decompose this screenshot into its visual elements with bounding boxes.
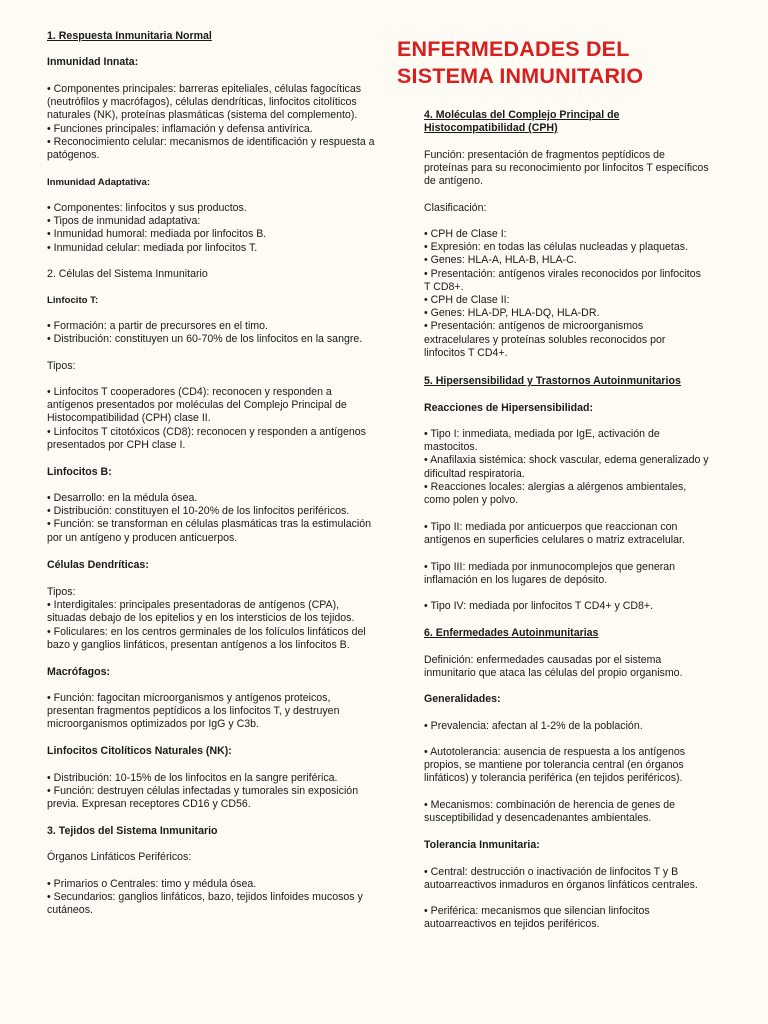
autotolerancia-text — [424, 746, 729, 786]
text-line: previa. Expresan receptores CD16 y CD56. — [47, 798, 251, 811]
text-line: • Inmunidad celular: mediada por linfocitos T. — [47, 241, 258, 254]
text-line: • Función: destruyen células infectadas y tumorales sin exposición — [47, 785, 359, 798]
linfocito-t-heading: Linfocito T: — [47, 295, 99, 306]
text-line: • Reacciones locales: alergias a alérgenos ambientales, — [424, 480, 687, 493]
mecanismos-text — [424, 799, 729, 825]
tipo-3-text — [424, 561, 729, 587]
text-line: linfocitos T CD4+. — [424, 346, 508, 359]
text-line: de antígeno. — [424, 175, 483, 188]
text-line: Definición: enfermedades causadas por el sistema — [424, 654, 662, 666]
text-line: susceptibilidad y desencadenantes ambientales. — [424, 812, 652, 825]
title-line-1: ENFERMEDADES DEL — [397, 37, 630, 61]
section-1-heading: 1. Respuesta Inmunitaria Normal — [47, 30, 212, 42]
text-line: • Primarios o Centrales: timo y médula ósea. — [47, 878, 257, 890]
prevalencia-text: • Prevalencia: afectan al 1-2% de la población. — [424, 720, 643, 732]
linfocitos-b-list — [47, 492, 387, 545]
text-line: • Tipo III: mediada por inmunocomplejos que generan — [424, 561, 676, 573]
text-line: linfáticos) y tolerancia periférica (en tejidos periféricos). — [424, 772, 683, 785]
text-line: • Presentación: antígenos de microorganismos — [424, 320, 644, 333]
text-line: naturales (NK), proteínas plasmáticas (sistema del complemento). — [47, 109, 358, 122]
text-line: • Mecanismos: combinación de herencia de genes de — [424, 799, 676, 811]
linfocito-t-list — [47, 320, 387, 346]
tolerancia-heading: Tolerancia Inmunitaria: — [424, 839, 540, 851]
innata-heading: Inmunidad Innata: — [47, 56, 139, 68]
section-4-heading — [424, 109, 729, 135]
text-line: • Tipo II: mediada por anticuerpos que reaccionan con — [424, 521, 678, 533]
clasificacion-label: Clasificación: — [424, 202, 487, 214]
definicion-text — [424, 654, 729, 680]
adaptativa-list — [47, 202, 387, 255]
text-line: Función: presentación de fragmentos peptídicos de — [424, 149, 665, 161]
text-line: microorganismos optimizados por IgG y C3b. — [47, 718, 259, 731]
text-line: antígenos en superficies celulares o matriz extracelular. — [424, 534, 685, 547]
text-line: propios, se mantiene por tolerancia central (en órganos — [424, 759, 684, 772]
clasificacion-list — [424, 228, 729, 360]
section-6-heading: 6. Enfermedades Autoinmunitarias — [424, 627, 599, 639]
tolerancia-periferica-text — [424, 905, 729, 931]
tipos-label: Tipos: — [47, 360, 76, 372]
linfocitos-b-heading: Linfocitos B: — [47, 466, 112, 478]
text-line: • Inmunidad humoral: mediada por linfocitos B. — [47, 228, 267, 241]
tipo-1-list — [424, 428, 729, 507]
text-line: como polen y polvo. — [424, 494, 519, 507]
nk-list — [47, 772, 387, 812]
text-line: • Reconocimiento celular: mecanismos de identificación y respuesta a — [47, 135, 375, 148]
text-line: • Anafilaxia sistémica: shock vascular, edema generalizado y — [424, 454, 709, 467]
title-line-2: SISTEMA INMUNITARIO — [397, 64, 644, 88]
text-line: patógenos. — [47, 149, 100, 162]
section-4-heading-line-1: 4. Moléculas del Complejo Principal de — [424, 109, 620, 121]
document-title — [397, 36, 643, 90]
text-line: • Central: destrucción o inactivación de linfocitos T y B — [424, 866, 679, 878]
text-line: • Secundarios: ganglios linfáticos, bazo, tejidos linfoides mucosos y — [47, 891, 363, 904]
text-line: proteínas para su reconocimiento por linfocitos T específicos — [424, 162, 709, 175]
text-line: inflamación en los lugares de depósito. — [424, 574, 608, 587]
macrofagos-heading: Macrófagos: — [47, 666, 110, 678]
section-3-heading: 3. Tejidos del Sistema Inmunitario — [47, 825, 218, 837]
generalidades-heading: Generalidades: — [424, 693, 501, 705]
text-line: Tipos: — [47, 586, 76, 598]
organos-linfaticos-list — [47, 878, 387, 918]
text-line: • Distribución: constituyen el 10-20% de los linfocitos periféricos. — [47, 505, 350, 518]
tolerancia-central-text — [424, 866, 729, 892]
text-line: • Formación: a partir de precursores en el timo. — [47, 320, 268, 332]
text-line: • Tipo I: inmediata, mediada por IgE, activación de — [424, 428, 660, 440]
text-line: autoarreactivos en tejidos periféricos. — [424, 918, 600, 931]
text-line: • Componentes: linfocitos y sus productos. — [47, 202, 247, 214]
text-line: • Función: se transforman en células plasmáticas tras la estimulación — [47, 518, 372, 531]
text-line: Histocompatibilidad (CPH) clase II. — [47, 412, 211, 425]
text-line: • Desarrollo: en la médula ósea. — [47, 492, 198, 504]
text-line: • CPH de Clase II: — [424, 294, 510, 307]
text-line: • Tipos de inmunidad adaptativa: — [47, 215, 201, 228]
text-line: • CPH de Clase I: — [424, 228, 507, 240]
text-line: por un antígeno y producen anticuerpos. — [47, 531, 238, 544]
nk-heading: Linfocitos Citolíticos Naturales (NK): — [47, 745, 232, 757]
organos-linfaticos-label: Órganos Linfáticos Periféricos: — [47, 851, 192, 863]
text-line: • Funciones principales: inflamación y defensa antivírica. — [47, 122, 313, 135]
text-line: • Autotolerancia: ausencia de respuesta a los antígenos — [424, 746, 686, 758]
text-line: • Función: fagocitan microorganismos y antígenos proteicos, — [47, 692, 331, 704]
text-line: • Distribución: constituyen un 60-70% de los linfocitos en la sangre. — [47, 333, 363, 346]
section-2-heading: 2. Células del Sistema Inmunitario — [47, 268, 208, 280]
tipo-2-text — [424, 521, 729, 547]
text-line: dificultad respiratoria. — [424, 467, 525, 480]
text-line: T CD8+. — [424, 280, 464, 293]
cph-funcion-text — [424, 149, 729, 189]
section-5-heading: 5. Hipersensibilidad y Trastornos Autoinmunitarios — [424, 375, 681, 387]
text-line: situadas debajo de los epitelios y en los intersticios de los tejidos. — [47, 612, 355, 625]
text-line: inmunitario que ataca las células del propio organismo. — [424, 667, 683, 680]
text-line: • Genes: HLA-DP, HLA-DQ, HLA-DR. — [424, 307, 600, 320]
linfocito-t-tipos-list — [47, 386, 387, 452]
text-line: autoarreactivos inmaduros en órganos linfáticos centrales. — [424, 879, 698, 892]
text-line: presentados por CPH clase I. — [47, 438, 186, 451]
text-line: presentan fragmentos peptídicos a los linfocitos T, y destruyen — [47, 705, 340, 718]
text-line: mastocitos. — [424, 441, 478, 454]
text-line: • Periférica: mecanismos que silencian linfocitos — [424, 905, 650, 917]
hipersensibilidad-heading: Reacciones de Hipersensibilidad: — [424, 402, 593, 414]
adaptativa-heading: Inmunidad Adaptativa: — [47, 177, 151, 188]
tipo-4-text: • Tipo IV: mediada por linfocitos T CD4+ y CD8+. — [424, 600, 654, 612]
text-line: bazo y ganglios linfáticos, presentan antígenos a los linfocitos B. — [47, 638, 350, 651]
text-line: • Genes: HLA-A, HLA-B, HLA-C. — [424, 254, 577, 267]
section-4-heading-line-2: Histocompatibilidad (CPH) — [424, 122, 558, 135]
macrofagos-list — [47, 692, 387, 732]
celulas-dendriticas-list — [47, 586, 387, 652]
text-line: cutáneos. — [47, 904, 93, 917]
text-line: • Expresión: en todas las células nucleadas y plaquetas. — [424, 241, 689, 254]
celulas-dendriticas-heading: Células Dendríticas: — [47, 559, 149, 571]
text-line: extracelulares y proteínas solubles reconocidos por — [424, 333, 666, 346]
innata-list — [47, 83, 387, 162]
text-line: (neutrófilos y macrófagos), células dendríticas, linfocitos citolíticos — [47, 96, 357, 109]
text-line: • Componentes principales: barreras epiteliales, células fagocíticas — [47, 83, 362, 95]
text-line: • Interdigitales: principales presentadoras de antígenos (CPA), — [47, 599, 340, 612]
text-line: • Linfocitos T cooperadores (CD4): reconocen y responden a — [47, 386, 332, 398]
text-line: • Foliculares: en los centros germinales de los folículos linfáticos del — [47, 625, 366, 638]
text-line: • Linfocitos T citotóxicos (CD8): reconocen y responden a antígenos — [47, 425, 366, 438]
text-line: • Distribución: 10-15% de los linfocitos en la sangre periférica. — [47, 772, 338, 784]
text-line: • Presentación: antígenos virales reconocidos por linfocitos — [424, 267, 701, 280]
text-line: antígenos presentados por moléculas del Complejo Principal de — [47, 399, 347, 412]
